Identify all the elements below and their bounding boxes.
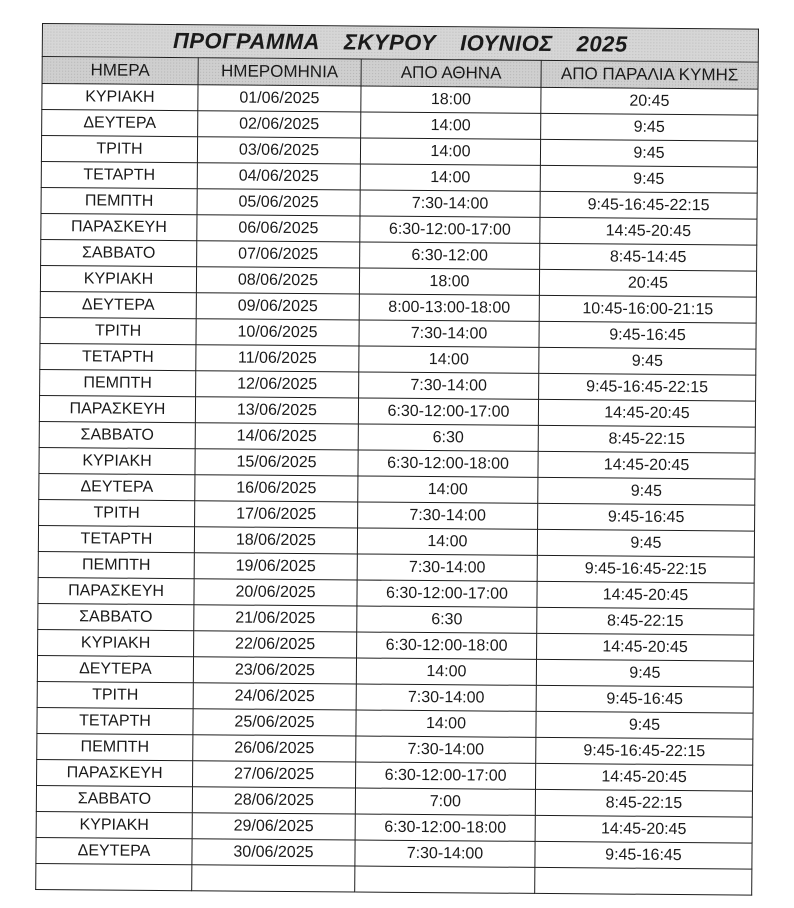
cell-from-athens: 6:30-12:00-17:00 xyxy=(357,580,537,607)
cell-date: 30/06/2025 xyxy=(192,839,355,866)
cell-from-kymi: 9:45 xyxy=(537,529,754,557)
cell-from-kymi: 8:45-22:15 xyxy=(535,789,752,817)
cell-from-athens: 6:30-12:00 xyxy=(360,242,540,269)
schedule-rows xyxy=(36,84,758,896)
cell-from-athens: 8:00-13:00-18:00 xyxy=(359,294,539,321)
cell-date: 07/06/2025 xyxy=(197,241,360,268)
cell-date: 04/06/2025 xyxy=(197,163,360,190)
cell-date: 16/06/2025 xyxy=(195,475,358,502)
cell-date: 26/06/2025 xyxy=(193,735,356,762)
header-from-athens: ΑΠΟ ΑΘΗΝΑ xyxy=(361,59,541,87)
cell-date: 10/06/2025 xyxy=(196,319,359,346)
cell-date: 14/06/2025 xyxy=(195,423,358,450)
cell-from-kymi: 8:45-14:45 xyxy=(540,243,757,271)
header-from-kymi: ΑΠΟ ΠΑΡΑΛΙΑ ΚΥΜΗΣ xyxy=(541,60,758,89)
cell-from-kymi: 9:45 xyxy=(540,139,757,167)
cell-from-kymi: 8:45-22:15 xyxy=(538,425,755,453)
cell-date: 12/06/2025 xyxy=(196,371,359,398)
cell-from-kymi: 9:45-16:45-22:15 xyxy=(540,191,757,219)
cell-from-kymi: 9:45 xyxy=(541,113,758,141)
cell-day: ΤΕΤΑΡΤΗ xyxy=(38,525,194,552)
cell-day: ΠΑΡΑΣΚΕΥΗ xyxy=(41,213,197,240)
cell-from-athens: 6:30-12:00-17:00 xyxy=(358,398,538,425)
cell-from-athens: 18:00 xyxy=(359,268,539,295)
cell-from-athens: 6:30-12:00-18:00 xyxy=(357,632,537,659)
schedule-sheet xyxy=(35,23,758,896)
cell-date: 17/06/2025 xyxy=(195,501,358,528)
cell-day: ΚΥΡΙΑΚΗ xyxy=(38,629,194,656)
cell-date: 29/06/2025 xyxy=(192,813,355,840)
cell-from-athens: 14:00 xyxy=(358,476,538,503)
cell-from-kymi: 14:45-20:45 xyxy=(537,633,754,661)
cell-day: ΤΡΙΤΗ xyxy=(40,317,196,344)
title-word: ΣΚΥΡΟΥ xyxy=(343,29,437,56)
cell-day: ΚΥΡΙΑΚΗ xyxy=(36,811,192,838)
cell-day: ΣΑΒΒΑΤΟ xyxy=(39,421,195,448)
cell-date: 11/06/2025 xyxy=(196,345,359,372)
cell-from-athens: 14:00 xyxy=(356,710,536,737)
title-word: 2025 xyxy=(576,31,628,57)
empty-cell xyxy=(535,867,752,895)
cell-from-kymi: 20:45 xyxy=(539,269,756,297)
header-date: ΗΜΕΡΟΜΗΝΙΑ xyxy=(198,58,361,86)
cell-day: ΔΕΥΤΕΡΑ xyxy=(37,655,193,682)
cell-from-kymi: 9:45 xyxy=(540,165,757,193)
cell-date: 28/06/2025 xyxy=(192,787,355,814)
cell-day: ΣΑΒΒΑΤΟ xyxy=(36,785,192,812)
cell-from-athens: 6:30 xyxy=(357,606,537,633)
cell-day: ΠΑΡΑΣΚΕΥΗ xyxy=(37,759,193,786)
cell-date: 18/06/2025 xyxy=(194,527,357,554)
cell-day: ΔΕΥΤΕΡΑ xyxy=(42,110,198,137)
cell-from-athens: 7:30-14:00 xyxy=(355,840,535,867)
title-word: ΠΡΟΓΡΑΜΜΑ xyxy=(172,28,321,55)
cell-date: 22/06/2025 xyxy=(194,631,357,658)
cell-date: 01/06/2025 xyxy=(198,85,361,112)
cell-date: 05/06/2025 xyxy=(197,189,360,216)
cell-from-athens: 14:00 xyxy=(359,346,539,373)
cell-from-athens: 6:30 xyxy=(358,424,538,451)
cell-from-kymi: 9:45-16:45 xyxy=(536,685,753,713)
cell-day: ΚΥΡΙΑΚΗ xyxy=(39,447,195,474)
cell-day: ΤΕΤΑΡΤΗ xyxy=(37,707,193,734)
empty-cell xyxy=(355,866,535,893)
cell-from-kymi: 9:45-16:45-22:15 xyxy=(537,555,754,583)
cell-date: 03/06/2025 xyxy=(197,137,360,164)
cell-day: ΤΡΙΤΗ xyxy=(41,136,197,163)
cell-date: 20/06/2025 xyxy=(194,579,357,606)
cell-from-athens: 7:30-14:00 xyxy=(359,372,539,399)
cell-from-athens: 7:30-14:00 xyxy=(360,190,540,217)
cell-from-kymi: 9:45 xyxy=(536,659,753,687)
cell-from-kymi: 14:45-20:45 xyxy=(540,217,757,245)
cell-day: ΤΕΤΑΡΤΗ xyxy=(40,343,196,370)
cell-from-athens: 14:00 xyxy=(356,658,536,685)
cell-date: 15/06/2025 xyxy=(195,449,358,476)
cell-from-kymi: 14:45-20:45 xyxy=(538,399,755,427)
cell-from-athens: 7:30-14:00 xyxy=(356,684,536,711)
cell-date: 21/06/2025 xyxy=(194,605,357,632)
cell-day: ΔΕΥΤΕΡΑ xyxy=(36,837,192,864)
cell-day: ΤΡΙΤΗ xyxy=(39,499,195,526)
cell-from-athens: 6:30-12:00-18:00 xyxy=(358,450,538,477)
title-row xyxy=(42,24,758,63)
title-word: ΙΟΥΝΙΟΣ xyxy=(460,30,553,57)
cell-from-kymi: 9:45 xyxy=(536,711,753,739)
cell-day: ΠΕΜΠΤΗ xyxy=(37,733,193,760)
cell-date: 09/06/2025 xyxy=(196,293,359,320)
cell-from-kymi: 10:45-16:00-21:15 xyxy=(539,295,756,323)
cell-day: ΠΕΜΠΤΗ xyxy=(41,187,197,214)
cell-from-athens: 7:30-14:00 xyxy=(356,736,536,763)
empty-cell xyxy=(36,863,192,890)
cell-day: ΣΑΒΒΑΤΟ xyxy=(41,239,197,266)
cell-from-kymi: 8:45-22:15 xyxy=(537,607,754,635)
cell-from-kymi: 14:45-20:45 xyxy=(538,451,755,479)
schedule-table xyxy=(35,23,759,896)
cell-day: ΚΥΡΙΑΚΗ xyxy=(40,265,196,292)
cell-day: ΣΑΒΒΑΤΟ xyxy=(38,603,194,630)
cell-day: ΤΕΤΑΡΤΗ xyxy=(41,161,197,188)
cell-from-kymi: 9:45-16:45 xyxy=(538,503,755,531)
cell-day: ΚΥΡΙΑΚΗ xyxy=(42,84,198,111)
cell-date: 19/06/2025 xyxy=(194,553,357,580)
cell-day: ΠΕΜΠΤΗ xyxy=(38,551,194,578)
cell-from-athens: 7:30-14:00 xyxy=(358,502,538,529)
cell-from-kymi: 9:45-16:45-22:15 xyxy=(539,373,756,401)
empty-cell xyxy=(192,865,355,892)
cell-from-kymi: 9:45-16:45 xyxy=(539,321,756,349)
cell-from-athens: 6:30-12:00-18:00 xyxy=(355,814,535,841)
cell-from-athens: 14:00 xyxy=(361,112,541,139)
cell-date: 13/06/2025 xyxy=(195,397,358,424)
cell-from-kymi: 20:45 xyxy=(541,87,758,115)
cell-from-athens: 7:30-14:00 xyxy=(357,554,537,581)
cell-from-kymi: 9:45 xyxy=(538,477,755,505)
header-day: ΗΜΕΡΑ xyxy=(42,57,198,85)
empty-row xyxy=(36,863,752,895)
cell-from-athens: 7:30-14:00 xyxy=(359,320,539,347)
cell-day: ΤΡΙΤΗ xyxy=(37,681,193,708)
cell-from-kymi: 14:45-20:45 xyxy=(535,763,752,791)
cell-date: 08/06/2025 xyxy=(196,267,359,294)
cell-from-kymi: 14:45-20:45 xyxy=(537,581,754,609)
cell-date: 02/06/2025 xyxy=(198,111,361,138)
cell-date: 24/06/2025 xyxy=(193,683,356,710)
cell-date: 27/06/2025 xyxy=(193,761,356,788)
cell-date: 25/06/2025 xyxy=(193,709,356,736)
cell-from-athens: 14:00 xyxy=(360,138,540,165)
document-title xyxy=(42,24,758,63)
cell-from-kymi: 9:45 xyxy=(539,347,756,375)
cell-day: ΔΕΥΤΕΡΑ xyxy=(39,473,195,500)
cell-from-athens: 14:00 xyxy=(357,528,537,555)
cell-date: 23/06/2025 xyxy=(193,657,356,684)
cell-day: ΠΑΡΑΣΚΕΥΗ xyxy=(38,577,194,604)
cell-day: ΔΕΥΤΕΡΑ xyxy=(40,291,196,318)
cell-date: 06/06/2025 xyxy=(197,215,360,242)
cell-from-athens: 14:00 xyxy=(360,164,540,191)
cell-from-athens: 6:30-12:00-17:00 xyxy=(360,216,540,243)
cell-from-kymi: 14:45-20:45 xyxy=(535,815,752,843)
cell-day: ΠΑΡΑΣΚΕΥΗ xyxy=(39,395,195,422)
cell-day: ΠΕΜΠΤΗ xyxy=(40,369,196,396)
cell-from-kymi: 9:45-16:45 xyxy=(535,841,752,869)
cell-from-athens: 7:00 xyxy=(355,788,535,815)
cell-from-kymi: 9:45-16:45-22:15 xyxy=(536,737,753,765)
cell-from-athens: 6:30-12:00-17:00 xyxy=(356,762,536,789)
cell-from-athens: 18:00 xyxy=(361,86,541,113)
